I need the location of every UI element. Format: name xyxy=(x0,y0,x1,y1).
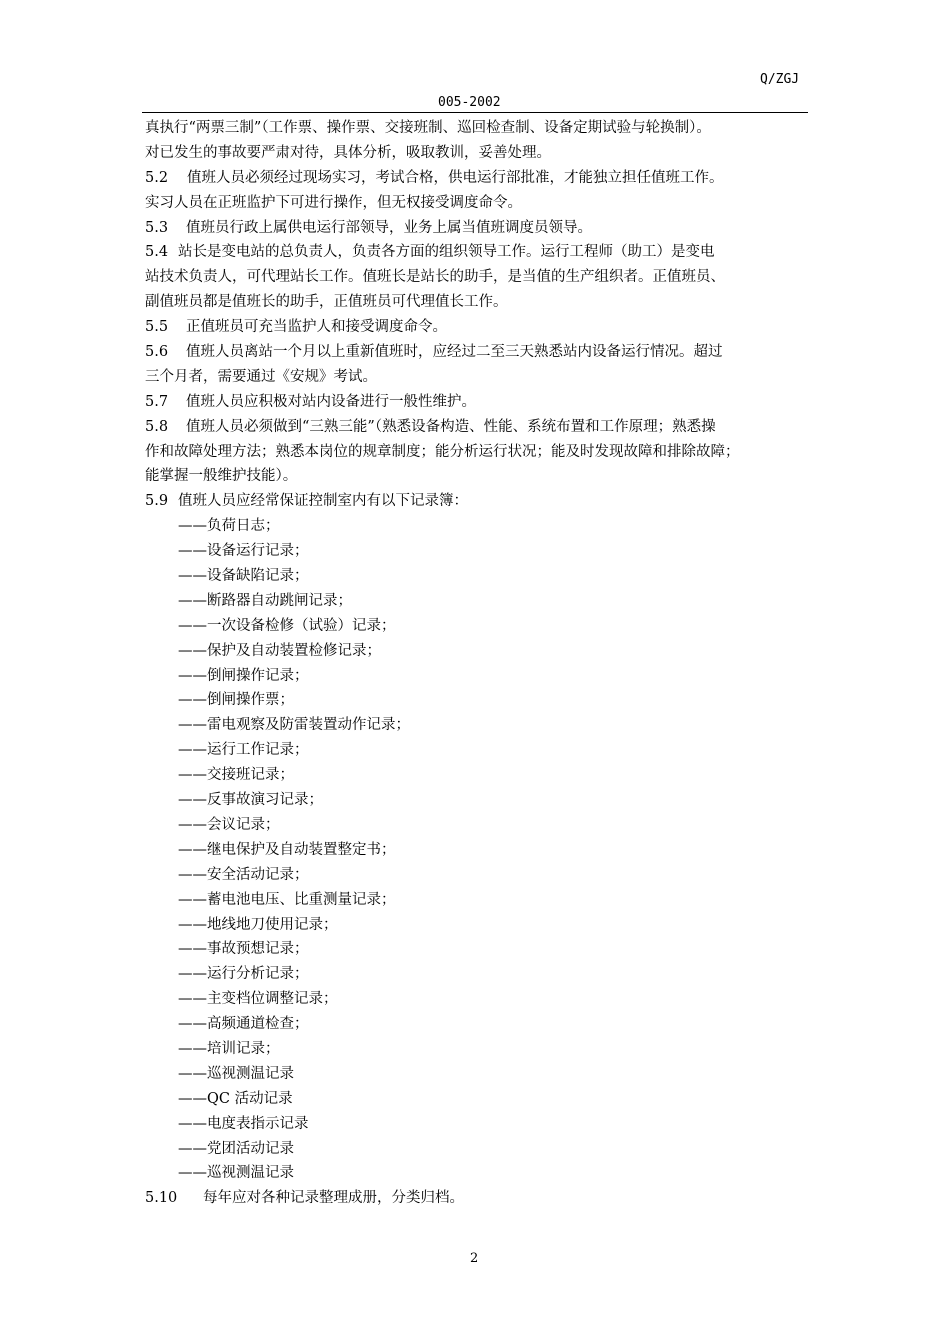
paragraph-line: 真执行“两票三制”（工作票、操作票、交接班制、巡回检查制、设备定期试验与轮换制）。 xyxy=(145,120,711,136)
paragraph-line: 作和故障处理方法；熟悉本岗位的规章制度；能分析运行状况；能及时发现故障和排除故障； xyxy=(145,443,740,460)
section-number: 5.3 xyxy=(145,219,169,236)
list-item: ——断路器自动跳闸记录； xyxy=(178,592,352,609)
document-body xyxy=(145,116,810,1211)
records-list xyxy=(145,514,810,1186)
list-item: ——保护及自动装置检修记录； xyxy=(178,642,381,659)
paragraph-line: 能掌握一般维护技能）。 xyxy=(145,468,298,485)
section-5-6 xyxy=(145,340,810,365)
list-item: ——继电保护及自动装置整定书； xyxy=(178,841,396,858)
section-text: 值班人员必须经过现场实习，考试合格，供电运行部批准，才能独立担任值班工作。 xyxy=(187,169,724,186)
section-text: 值班人员应积极对站内设备进行一般性维护。 xyxy=(186,393,476,410)
list-item: ——一次设备检修（试验）记录； xyxy=(178,617,396,634)
section-text: 值班员行政上属供电运行部领导，业务上属当值班调度员领导。 xyxy=(186,219,592,236)
section-text: 值班人员必须做到“三熟三能”（熟悉设备构造、性能、系统布置和工作原理；熟悉操 xyxy=(186,418,716,435)
list-item: ——会议记录； xyxy=(178,816,280,833)
list-item: ——安全活动记录； xyxy=(178,866,309,883)
list-item: ——高频通道检查； xyxy=(178,1016,309,1033)
list-item: ——QC 活动记录 xyxy=(178,1090,293,1107)
list-item: ——运行工作记录； xyxy=(178,742,309,759)
list-item: ——设备运行记录； xyxy=(178,543,309,560)
list-item: ——设备缺陷记录； xyxy=(178,568,309,585)
list-item: ——巡视测温记录 xyxy=(178,1165,294,1182)
section-number: 5.8 xyxy=(145,418,169,435)
section-number: 5.7 xyxy=(145,393,169,410)
section-5-10 xyxy=(145,1186,810,1211)
list-item: ——运行分析记录； xyxy=(178,966,309,983)
list-item: ——党团活动记录 xyxy=(178,1140,294,1157)
section-text: 站长是变电站的总负责人，负责各方面的组织领导工作。运行工程师（助工）是变电 xyxy=(178,244,715,261)
section-number: 5.10 xyxy=(145,1190,178,1207)
list-item: ——反事故演习记录； xyxy=(178,792,323,809)
document-number: 005-2002 xyxy=(438,95,501,110)
list-item: ——主变档位调整记录； xyxy=(178,991,338,1008)
section-text: 正值班员可充当监护人和接受调度命令。 xyxy=(186,319,447,336)
section-5-9 xyxy=(145,489,810,514)
section-5-5 xyxy=(145,315,810,340)
list-item: ——负荷日志； xyxy=(178,518,280,535)
section-5-3 xyxy=(145,216,810,241)
section-text: 值班人员应经常保证控制室内有以下记录簿： xyxy=(178,493,468,510)
section-text: 值班人员离站一个月以上重新值班时，应经过二至三天熟悉站内设备运行情况。超过 xyxy=(186,344,723,361)
list-item: ——电度表指示记录 xyxy=(178,1115,309,1132)
paragraph-line: 三个月者，需要通过《安规》考试。 xyxy=(145,368,377,385)
list-item: ——地线地刀使用记录； xyxy=(178,916,338,933)
section-number: 5.9 xyxy=(145,493,169,510)
paragraph-line: 副值班员都是值班长的助手，正值班员可代理值长工作。 xyxy=(145,294,508,311)
section-5-7 xyxy=(145,390,810,415)
paragraph-line: 实习人员在正班监护下可进行操作，但无权接受调度命令。 xyxy=(145,194,522,211)
section-number: 5.4 xyxy=(145,244,169,261)
list-item: ——巡视测温记录 xyxy=(178,1065,294,1082)
section-number: 5.5 xyxy=(145,319,169,336)
section-5-8 xyxy=(145,415,810,440)
section-text: 每年应对各种记录整理成册，分类归档。 xyxy=(203,1190,464,1207)
list-item: ——事故预想记录； xyxy=(178,941,309,958)
paragraph-line: 站技术负责人，可代理站长工作。值班长是站长的助手，是当值的生产组织者。正值班员、 xyxy=(145,269,725,286)
list-item: ——雷电观察及防雷装置动作记录； xyxy=(178,717,410,734)
list-item: ——倒闸操作记录； xyxy=(178,667,309,684)
list-item: ——蓄电池电压、比重测量记录； xyxy=(178,891,396,908)
section-5-4 xyxy=(145,240,810,265)
list-item: ——培训记录； xyxy=(178,1040,280,1057)
section-number: 5.2 xyxy=(145,169,169,186)
page-number: 2 xyxy=(470,1251,479,1266)
header-rule xyxy=(142,112,808,113)
list-item: ——倒闸操作票； xyxy=(178,692,294,709)
document-code: Q/ZGJ xyxy=(760,72,800,87)
section-5-2 xyxy=(145,166,810,191)
list-item: ——交接班记录； xyxy=(178,767,294,784)
paragraph-line: 对已发生的事故要严肃对待，具体分析，吸取教训，妥善处理。 xyxy=(145,144,551,161)
section-number: 5.6 xyxy=(145,344,169,361)
